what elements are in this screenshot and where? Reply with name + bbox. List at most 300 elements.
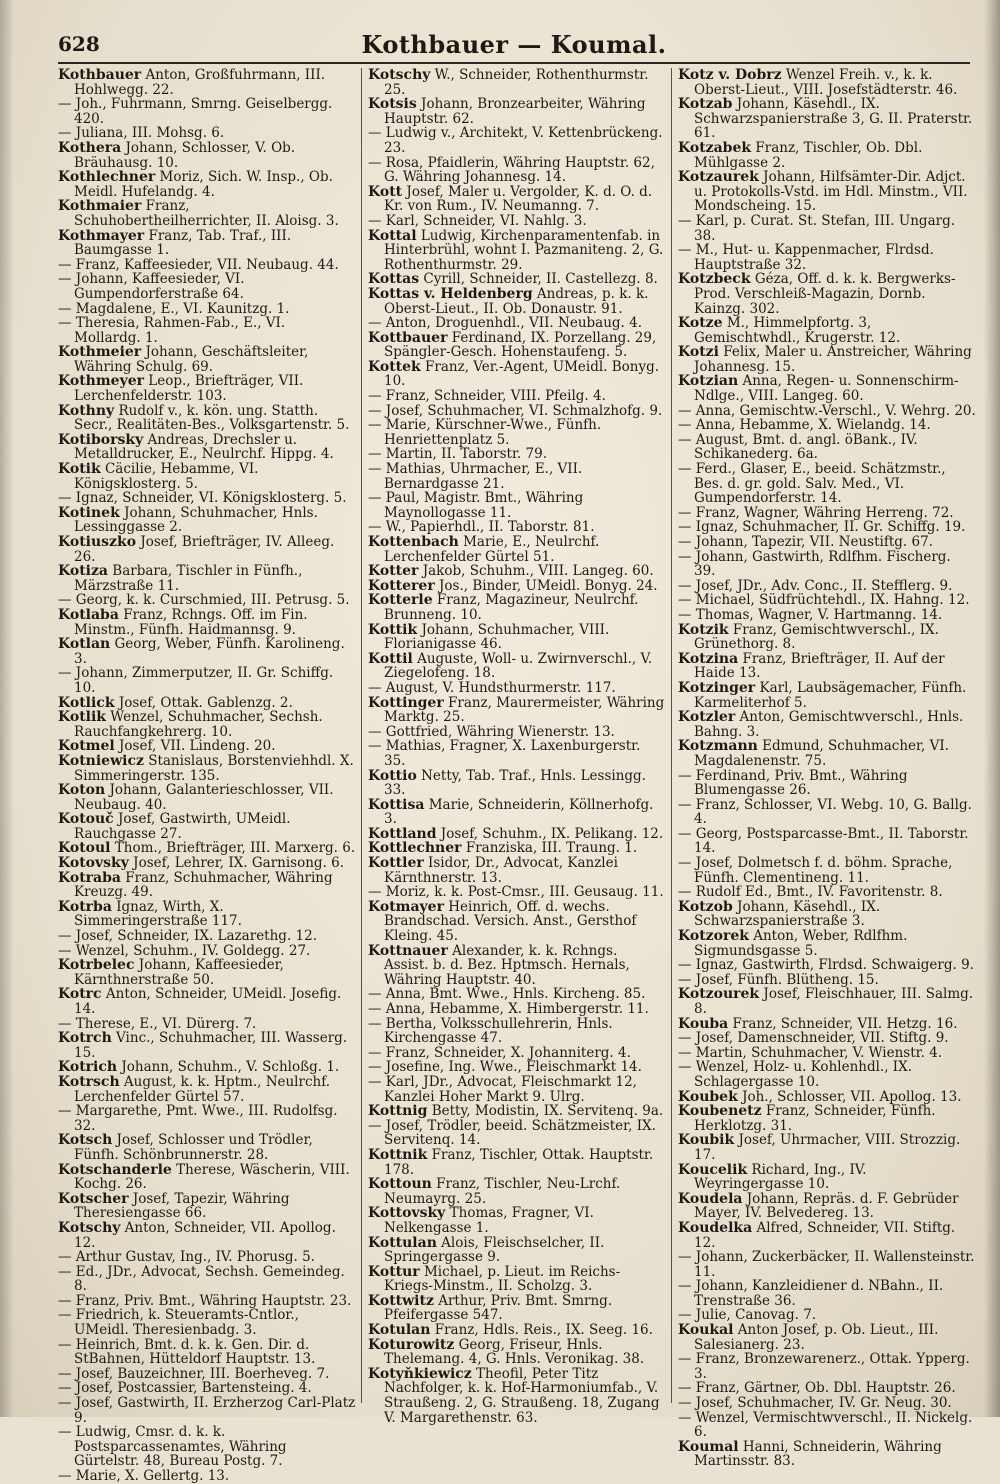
entry-surname: Kotrsch bbox=[58, 1073, 120, 1090]
entry-details: Franz, Maurermeister, Währing Marktg. 25. bbox=[384, 694, 665, 726]
directory-entry bbox=[58, 345, 356, 374]
entry-details: Anna, Regen- u. Sonnenschirm-Ndlge., VIII. Langeg. 60. bbox=[694, 373, 959, 405]
directory-entry bbox=[58, 900, 356, 929]
directory-entry bbox=[678, 769, 976, 798]
entry-surname: Kotzinger bbox=[678, 679, 756, 696]
entry-surname: Kottulan bbox=[368, 1234, 437, 1251]
entry-surname: Kottbauer bbox=[368, 329, 448, 346]
directory-entry bbox=[368, 1294, 666, 1323]
directory-entry bbox=[678, 739, 976, 768]
directory-entry bbox=[368, 360, 666, 389]
entry-surname: Kotrbelec bbox=[58, 957, 135, 974]
entry-details: — Josef, Postcassier, Bartensteing. 4. bbox=[58, 1380, 312, 1397]
entry-surname: Kotzbeck bbox=[678, 271, 751, 288]
entry-surname: Kothmayer bbox=[58, 227, 145, 244]
entry-details: Marie, E., Neulrchf. Lerchenfelder Gürtel 51. bbox=[384, 534, 600, 565]
directory-entry bbox=[678, 404, 976, 419]
directory-entry bbox=[58, 126, 356, 141]
entry-surname: Kottnik bbox=[368, 1146, 428, 1163]
directory-entry bbox=[58, 944, 356, 959]
entry-surname: Kottas bbox=[368, 271, 420, 288]
directory-entry bbox=[678, 1381, 976, 1396]
directory-entry bbox=[678, 929, 976, 958]
entry-surname: Kotlaba bbox=[58, 606, 119, 623]
entry-details: — Bertha, Volksschullehrerin, Hnls. Kirchengasse 47. bbox=[368, 1015, 613, 1047]
directory-entry bbox=[58, 272, 356, 301]
entry-details: — Franz, Gärtner, Ob. Dbl. Hauptstr. 26. bbox=[678, 1380, 956, 1397]
directory-entry bbox=[58, 1338, 356, 1367]
directory-entry bbox=[678, 97, 976, 141]
directory-entry bbox=[58, 491, 356, 506]
directory-entry bbox=[678, 1060, 976, 1089]
entry-details: — Johann, Zuckerbäcker, II. Wallensteinstr. 11. bbox=[678, 1249, 975, 1280]
entry-details: Ludwig, Kirchenparamentenfab. in Hinterbrühl, wohnt I. Pazmaniteng. 2, G. Rothenthurmstr. 29. bbox=[384, 227, 664, 273]
entry-surname: Kotzik bbox=[678, 621, 729, 638]
directory-entry bbox=[58, 871, 356, 900]
entry-details: Franz, Briefträger, II. Auf der Haide 13. bbox=[694, 650, 945, 682]
directory-entry bbox=[678, 141, 976, 170]
entry-details: Franz, Schuhobertheilherrichter, II. Aloisg. 3. bbox=[74, 198, 339, 229]
entry-surname: Kotschy bbox=[368, 67, 431, 83]
entry-surname: Koucelik bbox=[678, 1161, 748, 1178]
entry-surname: Kotzourek bbox=[678, 986, 760, 1003]
directory-entry bbox=[678, 900, 976, 929]
directory-entry bbox=[368, 900, 666, 944]
entry-surname: Kotmayer bbox=[368, 898, 444, 915]
entry-details: — Ludwig v., Architekt, V. Kettenbrückeng. 23. bbox=[368, 125, 663, 156]
directory-entry bbox=[678, 1133, 976, 1162]
entry-details: Richard, Ing., IV. Weyringergasse 10. bbox=[694, 1161, 867, 1193]
entry-surname: Koumal bbox=[678, 1438, 739, 1455]
entry-details: W., Schneider, Rothenthurmstr. 25. bbox=[384, 67, 649, 98]
entry-details: Anton, Großfuhrmann, III. Hohlwegg. 22. bbox=[74, 67, 326, 98]
directory-columns bbox=[58, 67, 976, 1484]
directory-entry bbox=[58, 739, 356, 754]
entry-details: — Wenzel, Schuhm., IV. Goldegg. 27. bbox=[58, 942, 311, 959]
entry-surname: Koturowitz bbox=[368, 1336, 455, 1353]
directory-entry bbox=[58, 608, 356, 637]
entry-details: Ferdinand, IX. Porzellang. 29, Spängler-Gesch. Hohenstaufeng. 5. bbox=[384, 329, 657, 361]
directory-entry bbox=[58, 68, 356, 97]
entry-surname: Kothmeyer bbox=[58, 373, 144, 390]
directory-entry bbox=[368, 316, 666, 331]
entry-details: — Michael, Südfrüchtehdl., IX. Hahng. 12. bbox=[678, 592, 970, 609]
entry-details: — Josefine, Ing. Wwe., Fleischmarkt 14. bbox=[368, 1059, 642, 1076]
directory-entry bbox=[58, 1133, 356, 1162]
directory-entry bbox=[58, 506, 356, 535]
entry-details: Franz, Tischler, Ottak. Hauptstr. 178. bbox=[384, 1146, 654, 1178]
directory-entry bbox=[678, 1221, 976, 1250]
entry-details: Franz, Schneider, VII. Hetzg. 16. bbox=[728, 1015, 958, 1032]
directory-entry bbox=[368, 126, 666, 155]
entry-surname: Kotzorek bbox=[678, 928, 749, 945]
entry-details: — August, Bmt. d. angl. öBank., IV. Schikanederg. 6a. bbox=[678, 431, 918, 463]
entry-details: — Paul, Magistr. Bmt., Währing Maynollogasse 11. bbox=[368, 490, 584, 521]
directory-entry bbox=[678, 856, 976, 885]
entry-surname: Kotyňkiewicz bbox=[368, 1365, 472, 1382]
entry-details: — Ed., JDr., Advocat, Sechsh. Gemeindeg. 8. bbox=[58, 1263, 345, 1295]
directory-entry bbox=[58, 1060, 356, 1075]
directory-entry bbox=[678, 1031, 976, 1046]
entry-surname: Kotzaurek bbox=[678, 169, 759, 186]
directory-entry bbox=[368, 885, 666, 900]
directory-entry bbox=[678, 535, 976, 550]
entry-surname: Kottal bbox=[368, 227, 417, 244]
directory-entry bbox=[678, 550, 976, 579]
directory-entry bbox=[58, 958, 356, 987]
entry-surname: Kotsch bbox=[58, 1132, 113, 1149]
entry-details: — Marie, Kürschner-Wwe., Fünfh. Henriettenplatz 5. bbox=[368, 417, 602, 448]
entry-surname: Kotterer bbox=[368, 577, 435, 594]
entry-details: — Wenzel, Holz- u. Kohlenhdl., IX. Schlagergasse 10. bbox=[678, 1059, 913, 1090]
entry-surname: Kotzina bbox=[678, 650, 739, 667]
entry-surname: Kotschy bbox=[58, 1219, 121, 1236]
entry-details: Joh., Schlosser, VII. Apollog. 13. bbox=[737, 1088, 962, 1105]
directory-entry bbox=[58, 1396, 356, 1425]
directory-entry bbox=[678, 1017, 976, 1032]
directory-entry bbox=[368, 841, 666, 856]
column-2 bbox=[368, 67, 672, 1426]
entry-surname: Kotrba bbox=[58, 898, 112, 915]
entry-details: Therese, Wäscherin, VIII. Kochg. 26. bbox=[74, 1161, 350, 1193]
directory-entry bbox=[368, 447, 666, 462]
entry-details: Franz, Tischler, Neu-Lrchf. Neumayrg. 25. bbox=[384, 1176, 621, 1207]
directory-entry bbox=[678, 433, 976, 462]
entry-details: Rudolf v., k. kön. ung. Statth. Secr., Realitäten-Bes., Volksgartenstr. 5. bbox=[74, 402, 350, 434]
directory-entry bbox=[368, 185, 666, 214]
directory-entry bbox=[678, 1046, 976, 1061]
directory-entry bbox=[368, 68, 666, 97]
scan-shadow-right bbox=[984, 0, 1000, 1417]
entry-surname: Kottek bbox=[368, 358, 421, 375]
entry-details: — Johann, Zimmerputzer, II. Gr. Schiffg. 10. bbox=[58, 665, 334, 696]
entry-surname: Kotraba bbox=[58, 869, 121, 886]
directory-entry bbox=[368, 987, 666, 1002]
entry-details: — Josef, Dolmetsch f. d. böhm. Sprache, Fünfh. Clementineng. 11. bbox=[678, 855, 953, 886]
entry-details: Josef, Ottak. Gablenzg. 2. bbox=[114, 694, 293, 711]
directory-entry bbox=[58, 1017, 356, 1032]
directory-entry bbox=[368, 1265, 666, 1294]
entry-details: — M., Hut- u. Kappenmacher, Flrdsd. Hauptstraße 32. bbox=[678, 242, 934, 273]
entry-surname: Koudela bbox=[678, 1190, 743, 1207]
entry-surname: Kothmeier bbox=[58, 344, 142, 361]
directory-entry bbox=[58, 593, 356, 608]
directory-entry bbox=[368, 1367, 666, 1425]
directory-entry bbox=[368, 1177, 666, 1206]
entry-surname: Kotsis bbox=[368, 96, 417, 113]
entry-details: — Ferdinand, Priv. Bmt., Währing Blumengasse 26. bbox=[678, 767, 908, 799]
entry-details: — Josef, Schuhmacher, IV. Gr. Neug. 30. bbox=[678, 1395, 952, 1412]
directory-entry bbox=[58, 841, 356, 856]
entry-surname: Kothmaier bbox=[58, 198, 142, 215]
entry-details: — Rudolf Ed., Bmt., IV. Favoritenstr. 8. bbox=[678, 884, 943, 901]
directory-entry bbox=[368, 1236, 666, 1265]
directory-entry bbox=[678, 68, 976, 97]
entry-details: Josef, Maler u. Vergolder, K. d. O. d. Kr. von Rum., IV. Neumanng. 7. bbox=[384, 183, 653, 215]
entry-details: Josef, Tapezir, Währing Theresiengasse 66. bbox=[74, 1190, 290, 1222]
entry-details: — Georg, k. k. Curschmied, III. Petrusg. 5. bbox=[58, 592, 350, 609]
entry-details: Cyrill, Schneider, II. Castellezg. 8. bbox=[419, 271, 658, 288]
entry-details: — Josef, Damenschneider, VII. Stiftg. 9. bbox=[678, 1030, 949, 1047]
directory-entry bbox=[678, 652, 976, 681]
entry-details: — Franz, Schlosser, VI. Webg. 10, G. Ballg. 4. bbox=[678, 796, 972, 828]
entry-surname: Kott bbox=[368, 183, 403, 200]
directory-entry bbox=[678, 1104, 976, 1133]
entry-details: — Friedrich, k. Steueramts-Cntlor., UMeidl. Theresienbadg. 3. bbox=[58, 1307, 299, 1339]
entry-surname: Koton bbox=[58, 782, 106, 799]
entry-details: Josef, Uhrmacher, VIII. Strozzig. 17. bbox=[694, 1132, 961, 1163]
directory-entry bbox=[678, 374, 976, 403]
directory-entry bbox=[58, 987, 356, 1016]
entry-details: Marie, Schneiderin, Köllnerhofg. 3. bbox=[384, 796, 654, 828]
directory-entry bbox=[368, 97, 666, 126]
entry-details: Anton Josef, p. Ob. Lieut., III. Salesianerg. 23. bbox=[694, 1322, 939, 1353]
entry-details: Betty, Modistin, IX. Servitenq. 9a. bbox=[427, 1103, 664, 1120]
entry-details: — Anna, Gemischtw.-Verschl., V. Wehrg. 20. bbox=[678, 402, 976, 419]
directory-entry bbox=[678, 1396, 976, 1411]
entry-details: Karl, Laubsägemacher, Fünfh. Karmeliterhof 5. bbox=[694, 679, 967, 711]
directory-entry bbox=[368, 1046, 666, 1061]
entry-details: Johann, Galanterieschlosser, VII. Neubaug. 40. bbox=[74, 782, 334, 813]
entry-details: Arthur, Priv. Bmt. Smrng. Pfeifergasse 547. bbox=[384, 1292, 613, 1324]
entry-details: Wenzel, Schuhmacher, Sechsh. Rauchfangkehrerg. 10. bbox=[74, 709, 323, 740]
entry-details: — Josef, JDr., Adv. Conc., II. Stefflerg. 9. bbox=[678, 577, 953, 594]
entry-details: Johann, Bronzearbeiter, Währing Hauptstr. 62. bbox=[384, 96, 646, 127]
entry-details: Moriz, Sich. W. Insp., Ob. Meidl. Hufelandg. 4. bbox=[74, 169, 333, 200]
directory-entry bbox=[58, 199, 356, 228]
directory-entry bbox=[678, 243, 976, 272]
entry-details: Johann, Käsehdl., IX. Schwarzspanierstraße 3. bbox=[694, 898, 881, 930]
entry-details: Heinrich, Off. d. wechs. Brandschad. Versich. Anst., Gersthof Kleing. 45. bbox=[384, 898, 637, 945]
entry-surname: Kottler bbox=[368, 855, 424, 872]
directory-entry bbox=[58, 374, 356, 403]
directory-entry bbox=[368, 1002, 666, 1017]
entry-surname: Kottland bbox=[368, 825, 437, 842]
directory-entry bbox=[678, 1250, 976, 1279]
entry-surname: Koubik bbox=[678, 1132, 735, 1149]
directory-entry bbox=[368, 214, 666, 229]
entry-surname: Kotiborsky bbox=[58, 431, 144, 448]
entry-details: — Joh., Fuhrmann, Smrng. Geiselbergg. 420. bbox=[58, 96, 333, 127]
entry-details: Hanni, Schneiderin, Währing Martinsstr. 83. bbox=[694, 1438, 942, 1470]
entry-details: Johann, Kaffeesieder, Kärnthnerstraße 50. bbox=[74, 957, 284, 988]
entry-details: — Josef, Bauzeichner, III. Boerheveg. 7. bbox=[58, 1365, 330, 1382]
entry-details: Josef, Lehrer, IX. Garnisong. 6. bbox=[128, 855, 345, 872]
directory-entry bbox=[368, 1206, 666, 1235]
directory-entry bbox=[58, 754, 356, 783]
entry-details: — Karl, JDr., Advocat, Fleischmarkt 12, Kanzlei Hoher Markt 9. Ulrg. bbox=[368, 1073, 637, 1105]
entry-details: — Josef, Fünfh. Blütheng. 15. bbox=[678, 971, 879, 988]
directory-entry bbox=[678, 681, 976, 710]
directory-entry bbox=[58, 1250, 356, 1265]
directory-entry bbox=[678, 1411, 976, 1440]
entry-surname: Kothny bbox=[58, 402, 115, 419]
entry-details: Auguste, Woll- u. Zwirnverschl., V. Ziegelofeng. 18. bbox=[384, 650, 653, 682]
directory-entry bbox=[58, 1163, 356, 1192]
entry-surname: Kottik bbox=[368, 621, 418, 638]
entry-details: — Marie, X. Gellertg. 13. bbox=[58, 1468, 230, 1484]
entry-surname: Koudelka bbox=[678, 1219, 753, 1236]
entry-details: Jos., Binder, UMeidl. Bonyg. 24. bbox=[434, 577, 658, 594]
directory-entry bbox=[58, 812, 356, 841]
entry-details: Johann, Käsehdl., IX. Schwarzspanierstraße 3, G. II. Praterstr. 61. bbox=[694, 96, 973, 142]
directory-entry bbox=[58, 170, 356, 199]
entry-surname: Kotrich bbox=[58, 1059, 118, 1076]
entry-details: Vinc., Schuhmacher, III. Wasserg. 15. bbox=[74, 1030, 348, 1061]
entry-details: — Ferd., Glaser, E., beeid. Schätzmstr., Bes. d. gr. gold. Salv. Med., VI. Gumpendorferstr. 14. bbox=[678, 461, 946, 507]
entry-details: — Margarethe, Pmt. Wwe., III. Rudolfsg. 32. bbox=[58, 1103, 338, 1134]
entry-details: Cäcilie, Hebamme, VI. Königsklosterg. 5. bbox=[74, 461, 259, 492]
entry-details: — Anna, Hebamme, X. Himbergerstr. 11. bbox=[368, 1001, 649, 1017]
entry-details: — Johann, Gastwirth, Rdlfhm. Fischerg. 39. bbox=[678, 548, 951, 580]
directory-entry bbox=[678, 1308, 976, 1323]
directory-entry bbox=[58, 229, 356, 258]
entry-surname: Kottisa bbox=[368, 796, 425, 813]
entry-surname: Kottur bbox=[368, 1263, 420, 1280]
directory-entry bbox=[58, 302, 356, 317]
directory-entry bbox=[678, 623, 976, 652]
entry-surname: Koubenetz bbox=[678, 1103, 762, 1120]
entry-details: — Mathias, Fragner, X. Laxenburgerstr. 35. bbox=[368, 738, 641, 769]
entry-surname: Kottoun bbox=[368, 1176, 432, 1193]
entry-details: — Arthur Gustav, Ing., IV. Phorusg. 5. bbox=[58, 1249, 315, 1266]
entry-surname: Kotzian bbox=[678, 373, 739, 390]
directory-entry bbox=[368, 418, 666, 447]
entry-details: — Franz, Schneider, X. Johanniterg. 4. bbox=[368, 1044, 631, 1061]
entry-details: — August, V. Hundsthurmerstr. 117. bbox=[368, 679, 616, 696]
directory-entry bbox=[58, 710, 356, 739]
directory-entry bbox=[58, 1469, 356, 1484]
entry-details: Isidor, Dr., Advocat, Kanzlei Kärnthnerstr. 13. bbox=[384, 855, 618, 886]
directory-entry bbox=[368, 1017, 666, 1046]
entry-details: Franz, Gemischtwverschl., IX. Grünethorg. 8. bbox=[694, 621, 939, 653]
entry-surname: Kottnig bbox=[368, 1103, 428, 1120]
directory-entry bbox=[678, 1090, 976, 1105]
directory-entry bbox=[368, 462, 666, 491]
entry-details: Barbara, Tischler in Fünfh., Märzstraße 11. bbox=[74, 563, 303, 594]
entry-surname: Kotterle bbox=[368, 592, 433, 609]
page-number: 628 bbox=[58, 32, 100, 56]
entry-details: Jakob, Schuhm., VIII. Langeg. 60. bbox=[418, 563, 654, 580]
entry-details: Anton, Gemischtwverschl., Hnls. Bahng. 3. bbox=[694, 709, 964, 740]
entry-surname: Kothlechner bbox=[58, 169, 156, 186]
entry-details: Johann, Schuhmacher, VIII. Florianigasse 46. bbox=[384, 621, 610, 653]
entry-details: — Josef, Schneider, IX. Lazarethg. 12. bbox=[58, 928, 317, 945]
directory-entry bbox=[58, 929, 356, 944]
entry-details: Anton, Schneider, UMeidl. Josefig. 14. bbox=[74, 986, 342, 1017]
entry-details: Franz, Tab. Traf., III. Baumgasse 1. bbox=[74, 227, 292, 259]
entry-details: Josef, Schlosser und Trödler, Fünfh. Schönbrunnerstr. 28. bbox=[74, 1132, 313, 1163]
entry-surname: Kotovsky bbox=[58, 855, 129, 872]
entry-surname: Kouba bbox=[678, 1015, 729, 1032]
entry-details: — Johann, Kaffeesieder, VI. Gumpendorferstraße 64. bbox=[58, 271, 245, 302]
entry-details: Anton, Schneider, VII. Apollog. 12. bbox=[74, 1219, 336, 1251]
directory-entry bbox=[368, 798, 666, 827]
entry-surname: Kottio bbox=[368, 767, 417, 784]
entry-surname: Kotzmann bbox=[678, 738, 758, 755]
page-header bbox=[58, 30, 970, 64]
entry-details: — Ignaz, Gastwirth, Flrdsd. Schwaigerg. 9. bbox=[678, 957, 974, 974]
entry-surname: Kottinger bbox=[368, 694, 444, 711]
entry-details: M., Himmelpfortg. 3, Gemischtwhdl., Krugerstr. 12. bbox=[694, 315, 901, 346]
directory-entry bbox=[58, 141, 356, 170]
entry-details: — Franz, Kaffeesieder, VII. Neubaug. 44. bbox=[58, 256, 339, 273]
directory-entry bbox=[678, 506, 976, 521]
entry-surname: Kotzab bbox=[678, 96, 733, 113]
directory-entry bbox=[58, 1075, 356, 1104]
directory-entry bbox=[678, 418, 976, 433]
directory-entry bbox=[368, 272, 666, 287]
entry-details: — Therese, E., VI. Dürerg. 7. bbox=[58, 1015, 257, 1032]
entry-details: — Thomas, Wagner, V. Hartmanng. 14. bbox=[678, 606, 943, 623]
directory-entry bbox=[368, 331, 666, 360]
directory-entry bbox=[58, 535, 356, 564]
entry-details: Thom., Briefträger, III. Marxerg. 6. bbox=[110, 840, 356, 857]
entry-details: Franz, Schneider, Fünfh. Herklotzg. 31. bbox=[694, 1103, 936, 1134]
directory-entry bbox=[368, 520, 666, 535]
entry-details: — Anton, Droguenhdl., VII. Neubaug. 4. bbox=[368, 315, 643, 332]
directory-entry bbox=[368, 287, 666, 316]
entry-details: — Franz, Wagner, Währing Herreng. 72. bbox=[678, 504, 954, 521]
directory-entry bbox=[368, 491, 666, 520]
directory-entry bbox=[58, 696, 356, 711]
directory-entry bbox=[368, 696, 666, 725]
directory-entry bbox=[678, 608, 976, 623]
directory-entry bbox=[678, 520, 976, 535]
directory-entry bbox=[368, 1338, 666, 1367]
entry-surname: Kotniewicz bbox=[58, 752, 144, 769]
directory-entry bbox=[678, 1163, 976, 1192]
entry-surname: Kotinek bbox=[58, 504, 120, 521]
directory-entry bbox=[368, 1119, 666, 1148]
directory-entry bbox=[368, 1075, 666, 1104]
directory-entry bbox=[678, 214, 976, 243]
entry-surname: Kottenbach bbox=[368, 534, 459, 550]
entry-surname: Koubek bbox=[678, 1088, 738, 1105]
directory-entry bbox=[368, 404, 666, 419]
directory-entry bbox=[368, 827, 666, 842]
entry-surname: Kotik bbox=[58, 461, 101, 478]
entry-details: Johann, Schuhmacher, Hnls. Lessinggasse 2. bbox=[74, 504, 318, 536]
directory-entry bbox=[58, 97, 356, 126]
entry-details: — Heinrich, Bmt. d. k. k. Gen. Dir. d. StBahnen, Hütteldorf Hauptstr. 13. bbox=[58, 1336, 316, 1368]
entry-details: Josef, Gastwirth, UMeidl. Rauchgasse 27. bbox=[74, 811, 291, 842]
entry-details: — Franz, Priv. Bmt., Währing Hauptstr. 23. bbox=[58, 1292, 352, 1309]
entry-details: Franz, Magazineur, Neulrchf. Brunneng. 10. bbox=[384, 592, 639, 623]
directory-entry bbox=[58, 1104, 356, 1133]
entry-surname: Kotzi bbox=[678, 344, 719, 361]
entry-details: Franziska, III. Traung. 1. bbox=[461, 840, 638, 857]
directory-entry bbox=[678, 345, 976, 374]
directory-entry bbox=[58, 1425, 356, 1469]
directory-entry bbox=[58, 783, 356, 812]
entry-details: — Ludwig, Cmsr. d. k. k. Postsparcassenamtes, Währing Gürtelstr. 48, Bureau Postg. 7. bbox=[58, 1424, 287, 1470]
entry-details: Alexander, k. k. Rchngs. Assist. b. d. Bez. Hptmsch. Hernals, Währing Hauptstr. 40. bbox=[384, 942, 630, 988]
entry-details: Netty, Tab. Traf., Hnls. Lessingg. 33. bbox=[384, 767, 646, 799]
entry-surname: Kotlik bbox=[58, 709, 107, 726]
scan-shadow-left bbox=[0, 0, 14, 1417]
directory-entry bbox=[678, 579, 976, 594]
directory-entry bbox=[368, 1060, 666, 1075]
entry-surname: Kotouč bbox=[58, 811, 114, 828]
entry-surname: Kottovsky bbox=[368, 1205, 446, 1222]
entry-details: Johann, Geschäftsleiter, Währing Schulg. 69. bbox=[74, 344, 309, 375]
entry-details: Johann, Hilfsämter-Dir. Adjct. u. Protokolls-Vstd. im Hdl. Minstm., VII. Mondscheing. 15. bbox=[694, 169, 968, 215]
entry-details: — Franz, Bronzewarenerz., Ottak. Ypperg. 3. bbox=[678, 1351, 970, 1382]
directory-entry bbox=[678, 316, 976, 345]
entry-details: Alois, Fleischselcher, II. Springergasse 9. bbox=[384, 1234, 605, 1266]
entry-surname: Kotzob bbox=[678, 898, 733, 915]
